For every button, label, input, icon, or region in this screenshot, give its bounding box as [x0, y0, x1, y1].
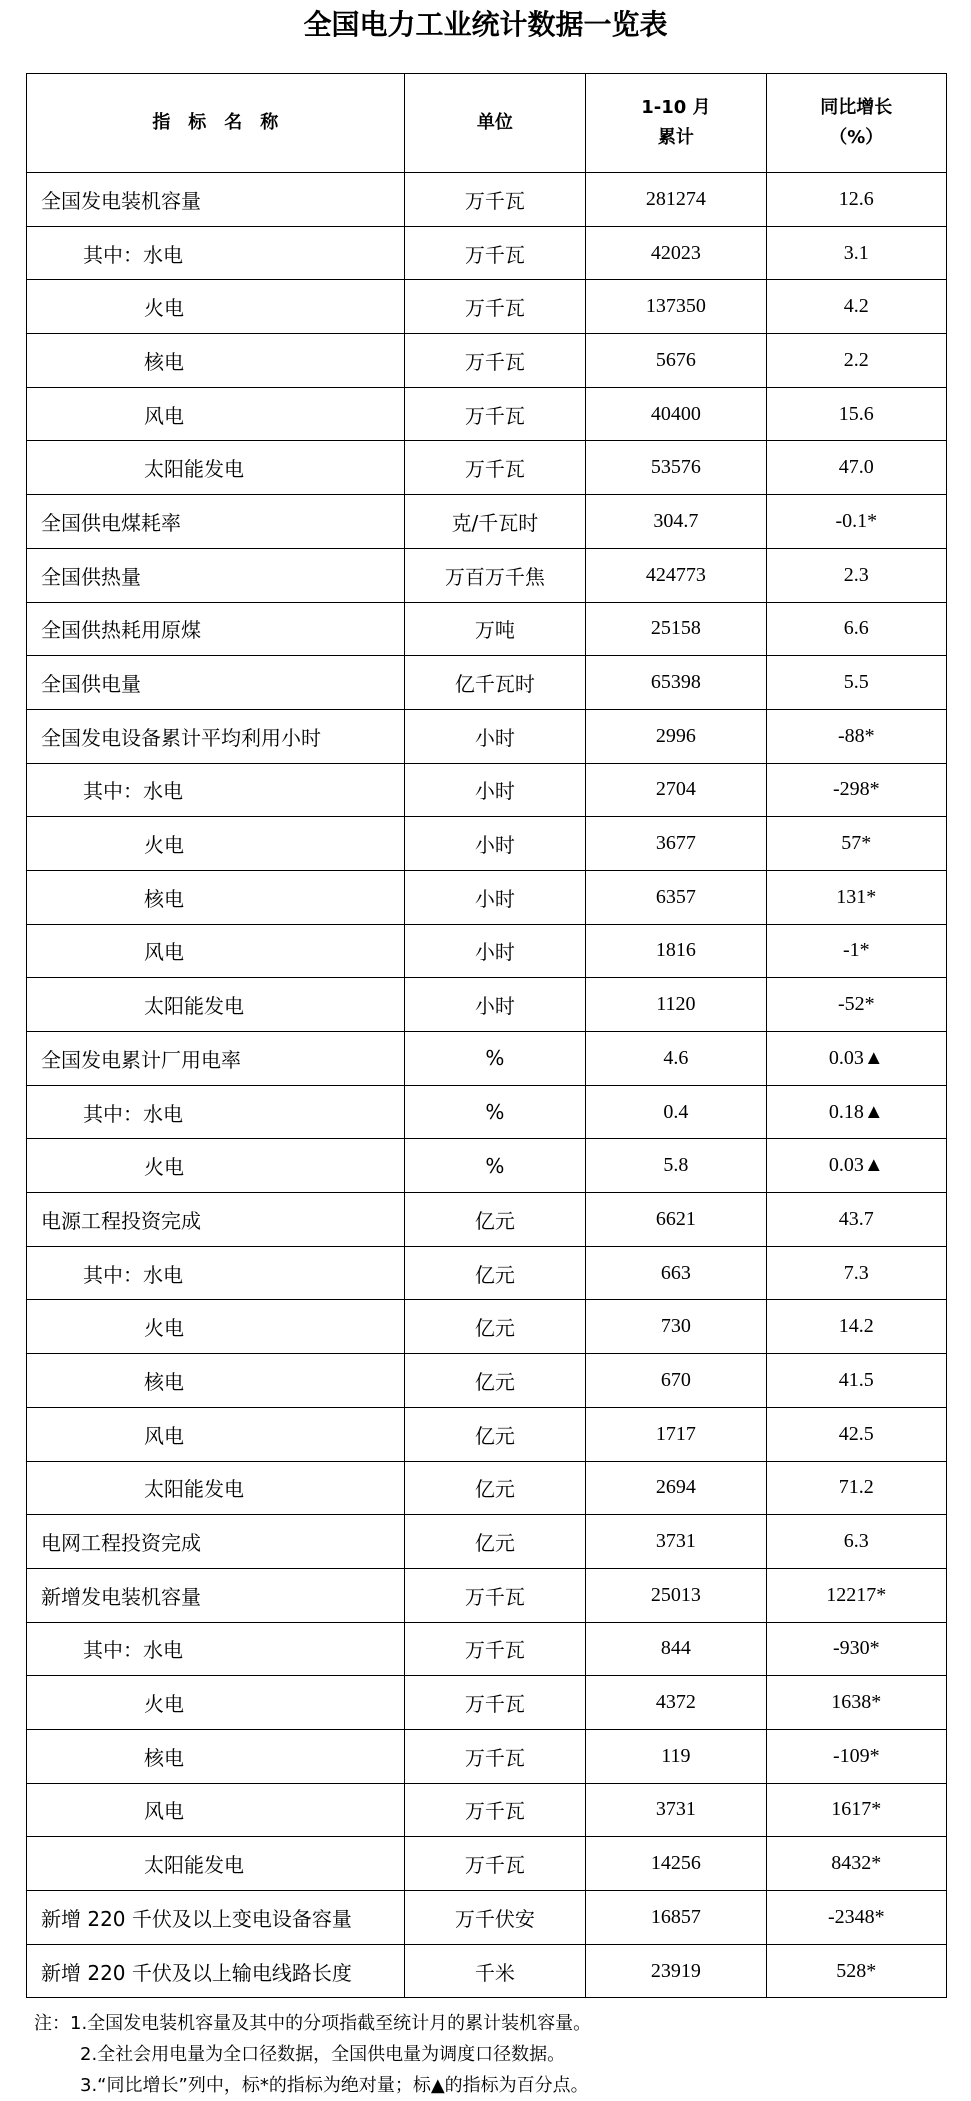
- table-header-row: [27, 74, 947, 173]
- table-row: [27, 1407, 947, 1461]
- table-body: [27, 173, 947, 1998]
- unit-cell: 小时: [404, 709, 586, 763]
- table-row: [27, 1515, 947, 1569]
- cumulative-value-cell: 137350: [586, 280, 766, 334]
- unit-cell: 亿元: [404, 1354, 586, 1408]
- unit-cell: 亿元: [404, 1246, 586, 1300]
- table-row: [27, 1891, 947, 1945]
- footnote-3: 3.“同比增长”列中，标*的指标为绝对量；标▲的指标为百分点。: [80, 2075, 589, 2096]
- indicator-name-cell: 太阳能发电: [27, 1837, 405, 1891]
- cumulative-value-cell: 25013: [586, 1568, 766, 1622]
- footnote-1: 注：1.全国发电装机容量及其中的分项指截至统计月的累计装机容量。: [34, 2013, 592, 2034]
- cumulative-value-cell: 3731: [586, 1515, 766, 1569]
- yoy-growth-cell: -52*: [766, 978, 946, 1032]
- unit-cell: 小时: [404, 763, 586, 817]
- cumulative-value-cell: 42023: [586, 226, 766, 280]
- indicator-name-cell: 火电: [27, 817, 405, 871]
- unit-cell: 万千瓦: [404, 1568, 586, 1622]
- table-row: [27, 870, 947, 924]
- unit-cell: 万千伏安: [404, 1891, 586, 1945]
- unit-cell: 小时: [404, 978, 586, 1032]
- yoy-growth-cell: 41.5: [766, 1354, 946, 1408]
- cumulative-value-cell: 25158: [586, 602, 766, 656]
- unit-cell: 万千瓦: [404, 1676, 586, 1730]
- footnote-2: 2.全社会用电量为全口径数据，全国供电量为调度口径数据。: [80, 2044, 566, 2065]
- unit-cell: 小时: [404, 870, 586, 924]
- yoy-growth-cell: 1638*: [766, 1676, 946, 1730]
- table-row: [27, 978, 947, 1032]
- indicator-name-cell: 全国供热量: [27, 548, 405, 602]
- unit-cell: 小时: [404, 817, 586, 871]
- indicator-name-cell: 其中：水电: [27, 1246, 405, 1300]
- yoy-growth-cell: 0.03▲: [766, 1032, 946, 1086]
- cumulative-value-cell: 3731: [586, 1783, 766, 1837]
- header-value-line2: 累计: [657, 127, 694, 148]
- cumulative-value-cell: 2694: [586, 1461, 766, 1515]
- header-indicator-name: 指 标 名 称: [27, 74, 405, 173]
- table-row: [27, 334, 947, 388]
- yoy-growth-cell: -2348*: [766, 1891, 946, 1945]
- cumulative-value-cell: 281274: [586, 173, 766, 227]
- table-row: [27, 602, 947, 656]
- indicator-name-cell: 其中：水电: [27, 1622, 405, 1676]
- table-row: [27, 1676, 947, 1730]
- table-row: [27, 763, 947, 817]
- indicator-name-cell: 其中：水电: [27, 226, 405, 280]
- cumulative-value-cell: 304.7: [586, 495, 766, 549]
- table-row: [27, 1461, 947, 1515]
- yoy-growth-cell: 4.2: [766, 280, 946, 334]
- cumulative-value-cell: 4372: [586, 1676, 766, 1730]
- yoy-growth-cell: 71.2: [766, 1461, 946, 1515]
- table-row: [27, 924, 947, 978]
- indicator-name-cell: 全国发电设备累计平均利用小时: [27, 709, 405, 763]
- header-unit: 单位: [404, 74, 586, 173]
- statistics-table: [26, 73, 947, 1998]
- yoy-growth-cell: 2.3: [766, 548, 946, 602]
- cumulative-value-cell: 3677: [586, 817, 766, 871]
- indicator-name-cell: 核电: [27, 1729, 405, 1783]
- cumulative-value-cell: 6621: [586, 1193, 766, 1247]
- indicator-name-cell: 全国供热耗用原煤: [27, 602, 405, 656]
- indicator-name-cell: 其中：水电: [27, 1085, 405, 1139]
- yoy-growth-cell: 5.5: [766, 656, 946, 710]
- yoy-growth-cell: -109*: [766, 1729, 946, 1783]
- header-yoy-line2: （%）: [829, 127, 884, 148]
- indicator-name-cell: 新增 220 千伏及以上变电设备容量: [27, 1891, 405, 1945]
- cumulative-value-cell: 1120: [586, 978, 766, 1032]
- cumulative-value-cell: 2704: [586, 763, 766, 817]
- table-row: [27, 1944, 947, 1998]
- table-row: [27, 173, 947, 227]
- yoy-growth-cell: -930*: [766, 1622, 946, 1676]
- unit-cell: 万千瓦: [404, 1729, 586, 1783]
- unit-cell: 万千瓦: [404, 387, 586, 441]
- yoy-growth-cell: 3.1: [766, 226, 946, 280]
- table-row: [27, 1032, 947, 1086]
- cumulative-value-cell: 424773: [586, 548, 766, 602]
- cumulative-value-cell: 119: [586, 1729, 766, 1783]
- cumulative-value-cell: 730: [586, 1300, 766, 1354]
- table-row: [27, 656, 947, 710]
- yoy-growth-cell: 42.5: [766, 1407, 946, 1461]
- unit-cell: 亿元: [404, 1461, 586, 1515]
- indicator-name-cell: 全国供电量: [27, 656, 405, 710]
- table-row: [27, 1729, 947, 1783]
- indicator-name-cell: 太阳能发电: [27, 1461, 405, 1515]
- table-row: [27, 1085, 947, 1139]
- indicator-name-cell: 全国发电装机容量: [27, 173, 405, 227]
- unit-cell: 万千瓦: [404, 1622, 586, 1676]
- cumulative-value-cell: 23919: [586, 1944, 766, 1998]
- cumulative-value-cell: 53576: [586, 441, 766, 495]
- table-row: [27, 1300, 947, 1354]
- yoy-growth-cell: 0.03▲: [766, 1139, 946, 1193]
- yoy-growth-cell: 57*: [766, 817, 946, 871]
- yoy-growth-cell: 47.0: [766, 441, 946, 495]
- indicator-name-cell: 太阳能发电: [27, 978, 405, 1032]
- unit-cell: 万千瓦: [404, 1783, 586, 1837]
- cumulative-value-cell: 14256: [586, 1837, 766, 1891]
- page-title: 全国电力工业统计数据一览表: [303, 8, 668, 41]
- indicator-name-cell: 风电: [27, 924, 405, 978]
- header-value-line1: 1-10 月: [641, 97, 711, 118]
- indicator-name-cell: 风电: [27, 1783, 405, 1837]
- table-row: [27, 1193, 947, 1247]
- unit-cell: 万千瓦: [404, 173, 586, 227]
- yoy-growth-cell: 14.2: [766, 1300, 946, 1354]
- indicator-name-cell: 全国发电累计厂用电率: [27, 1032, 405, 1086]
- footnotes: [34, 2008, 934, 2101]
- cumulative-value-cell: 5676: [586, 334, 766, 388]
- table-row: [27, 1354, 947, 1408]
- cumulative-value-cell: 16857: [586, 1891, 766, 1945]
- table-row: [27, 1783, 947, 1837]
- yoy-growth-cell: 6.3: [766, 1515, 946, 1569]
- unit-cell: 亿元: [404, 1407, 586, 1461]
- indicator-name-cell: 火电: [27, 280, 405, 334]
- indicator-name-cell: 风电: [27, 1407, 405, 1461]
- unit-cell: %: [404, 1085, 586, 1139]
- cumulative-value-cell: 5.8: [586, 1139, 766, 1193]
- table-row: [27, 441, 947, 495]
- indicator-name-cell: 火电: [27, 1300, 405, 1354]
- table-row: [27, 1837, 947, 1891]
- indicator-name-cell: 太阳能发电: [27, 441, 405, 495]
- yoy-growth-cell: 6.6: [766, 602, 946, 656]
- indicator-name-cell: 火电: [27, 1676, 405, 1730]
- unit-cell: 亿千瓦时: [404, 656, 586, 710]
- yoy-growth-cell: 131*: [766, 870, 946, 924]
- cumulative-value-cell: 6357: [586, 870, 766, 924]
- cumulative-value-cell: 40400: [586, 387, 766, 441]
- indicator-name-cell: 核电: [27, 334, 405, 388]
- unit-cell: %: [404, 1139, 586, 1193]
- cumulative-value-cell: 4.6: [586, 1032, 766, 1086]
- unit-cell: %: [404, 1032, 586, 1086]
- cumulative-value-cell: 2996: [586, 709, 766, 763]
- yoy-growth-cell: -1*: [766, 924, 946, 978]
- yoy-growth-cell: 12.6: [766, 173, 946, 227]
- yoy-growth-cell: 2.2: [766, 334, 946, 388]
- yoy-growth-cell: 0.18▲: [766, 1085, 946, 1139]
- unit-cell: 小时: [404, 924, 586, 978]
- unit-cell: 万百万千焦: [404, 548, 586, 602]
- indicator-name-cell: 新增 220 千伏及以上输电线路长度: [27, 1944, 405, 1998]
- indicator-name-cell: 电源工程投资完成: [27, 1193, 405, 1247]
- header-yoy-line1: 同比增长: [820, 97, 893, 118]
- cumulative-value-cell: 0.4: [586, 1085, 766, 1139]
- cumulative-value-cell: 844: [586, 1622, 766, 1676]
- cumulative-value-cell: 1717: [586, 1407, 766, 1461]
- table-row: [27, 387, 947, 441]
- yoy-growth-cell: 7.3: [766, 1246, 946, 1300]
- unit-cell: 亿元: [404, 1193, 586, 1247]
- table-row: [27, 226, 947, 280]
- yoy-growth-cell: -0.1*: [766, 495, 946, 549]
- unit-cell: 克/千瓦时: [404, 495, 586, 549]
- unit-cell: 亿元: [404, 1300, 586, 1354]
- unit-cell: 万千瓦: [404, 1837, 586, 1891]
- table-row: [27, 709, 947, 763]
- yoy-growth-cell: 8432*: [766, 1837, 946, 1891]
- indicator-name-cell: 全国供电煤耗率: [27, 495, 405, 549]
- unit-cell: 万千瓦: [404, 226, 586, 280]
- yoy-growth-cell: -298*: [766, 763, 946, 817]
- table-row: [27, 1139, 947, 1193]
- unit-cell: 万吨: [404, 602, 586, 656]
- header-yoy-growth: [766, 74, 946, 173]
- unit-cell: 亿元: [404, 1515, 586, 1569]
- unit-cell: 万千瓦: [404, 280, 586, 334]
- yoy-growth-cell: 528*: [766, 1944, 946, 1998]
- unit-cell: 万千瓦: [404, 334, 586, 388]
- yoy-growth-cell: 12217*: [766, 1568, 946, 1622]
- cumulative-value-cell: 65398: [586, 656, 766, 710]
- yoy-growth-cell: 1617*: [766, 1783, 946, 1837]
- header-cumulative-value: [586, 74, 766, 173]
- yoy-growth-cell: -88*: [766, 709, 946, 763]
- table-row: [27, 548, 947, 602]
- indicator-name-cell: 火电: [27, 1139, 405, 1193]
- table-row: [27, 1622, 947, 1676]
- indicator-name-cell: 风电: [27, 387, 405, 441]
- table-row: [27, 280, 947, 334]
- indicator-name-cell: 新增发电装机容量: [27, 1568, 405, 1622]
- unit-cell: 万千瓦: [404, 441, 586, 495]
- cumulative-value-cell: 670: [586, 1354, 766, 1408]
- unit-cell: 千米: [404, 1944, 586, 1998]
- yoy-growth-cell: 43.7: [766, 1193, 946, 1247]
- indicator-name-cell: 其中：水电: [27, 763, 405, 817]
- indicator-name-cell: 电网工程投资完成: [27, 1515, 405, 1569]
- table-row: [27, 1568, 947, 1622]
- table-row: [27, 495, 947, 549]
- indicator-name-cell: 核电: [27, 1354, 405, 1408]
- indicator-name-cell: 核电: [27, 870, 405, 924]
- table-row: [27, 817, 947, 871]
- cumulative-value-cell: 1816: [586, 924, 766, 978]
- cumulative-value-cell: 663: [586, 1246, 766, 1300]
- table-row: [27, 1246, 947, 1300]
- yoy-growth-cell: 15.6: [766, 387, 946, 441]
